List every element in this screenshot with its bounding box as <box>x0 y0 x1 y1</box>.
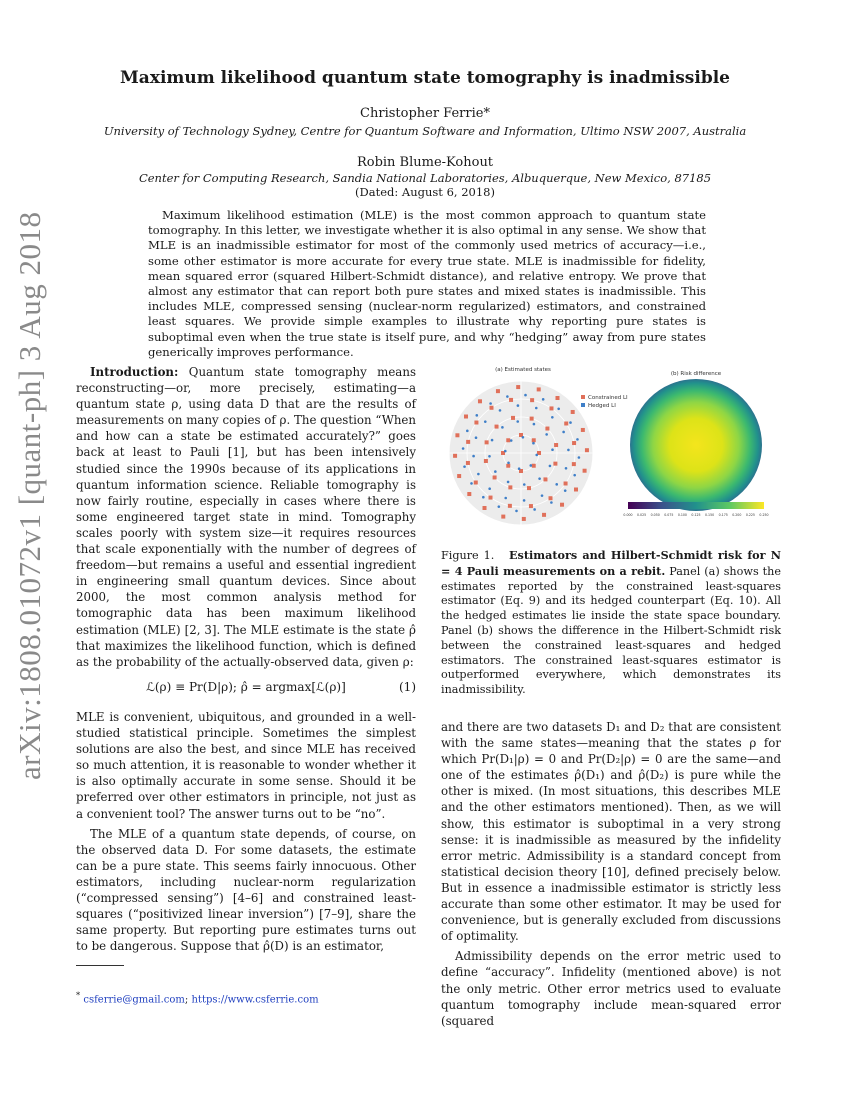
hedged-point <box>489 402 492 405</box>
hedged-point <box>567 449 570 452</box>
constrained-point <box>489 406 493 410</box>
constrained-point <box>496 389 500 393</box>
colorbar-tick-label: 0.125 <box>691 513 701 517</box>
legend-hedged-swatch <box>581 403 585 407</box>
hedged-point <box>578 456 581 459</box>
constrained-point <box>506 464 510 468</box>
colorbar <box>628 502 764 509</box>
abstract: Maximum likelihood estimation (MLE) is the most common approach to quantum state tomography. In this letter, we investigate whether it is also optimal in any sense. We show that MLE is an inadmissible estimator for most of the commonly used metrics of accuracy—i.e., some other estimator is more accurate for every true state. MLE is inadmissible for fidelity, mean squared error (squared Hilbert-Schmidt distance), and relative entropy. We prove that almost any estimator that can report both pure states and mixed states is inadmissible. This includes MLE, compressed sensing (nuclear-norm regularized) estimators, and constrained least squares. We provide simple examples to illustrate why reporting pure states is suboptimal even when the true state is itself pure, and why “hedging” away from pure states generically improves performance. <box>148 208 706 359</box>
hedged-point <box>498 505 501 508</box>
constrained-point <box>489 496 493 500</box>
constrained-point <box>532 464 536 468</box>
equation-body: ℒ(ρ) ≡ Pr(D|ρ); ρ̂ = argmax[ℒ(ρ)] <box>146 680 346 694</box>
hedged-point <box>488 487 491 490</box>
panel-b-title: (b) Risk difference <box>670 371 722 377</box>
author-1-affiliation: University of Technology Sydney, Centre for Quantum Software and Information, Ultimo NSW 2007, Australia <box>103 124 747 138</box>
constrained-point <box>516 385 520 389</box>
hedged-point <box>545 433 548 436</box>
hedged-point <box>504 450 507 453</box>
constrained-point <box>474 481 478 485</box>
constrained-point <box>466 440 470 444</box>
hedged-point <box>507 461 510 464</box>
constrained-point <box>549 406 553 410</box>
paper-title: Maximum likelihood quantum state tomography is inadmissible <box>119 68 730 88</box>
hedged-point <box>533 423 536 426</box>
legend-constrained-swatch <box>581 395 585 399</box>
hedged-point <box>533 508 536 511</box>
caption-label: Figure 1. <box>441 549 495 562</box>
colorbar-tick-label: 0.175 <box>718 513 728 517</box>
hedged-point <box>517 404 520 407</box>
hedged-point <box>532 442 535 445</box>
right-column <box>441 719 781 1029</box>
hedged-point <box>550 501 553 504</box>
hedged-point <box>551 448 554 451</box>
hedged-point <box>491 439 494 442</box>
right-paragraph-1: and there are two datasets D₁ and D₂ that are consistent with the same states—meaning that the states ρ for which Pr(D₁|ρ) = 0 and Pr(D₂|ρ) = 0 are the same—and one of the estimates ρ̂(D₁) and ρ̂(D₂) is pure while the other is mixed. (In most situations, this describes MLE and the other estimators mentioned). Then, as we will show, this estimator is suboptimal in a very strong sense: it is inadmissible as measured by the infidelity error metric. Admissibility is a standard concept from statistical decision theory [10], defined precisely below. But in essence a inadmissible estimator is strictly less accurate than some other estimator. It may be used for convenience, but is generally excluded from discussions of optimality. <box>441 720 781 944</box>
constrained-point <box>545 427 549 431</box>
constrained-point <box>501 515 505 519</box>
hedged-point <box>565 467 568 470</box>
constrained-point <box>493 475 497 479</box>
constrained-point <box>564 421 568 425</box>
hedged-point <box>482 496 485 499</box>
hedged-point <box>510 439 513 442</box>
hedged-point <box>475 436 478 439</box>
intro-heading: Introduction: <box>90 365 179 379</box>
hedged-point <box>535 407 538 410</box>
constrained-point <box>478 399 482 403</box>
panel-a-title: (a) Estimated states <box>495 367 551 373</box>
hedged-point <box>470 482 473 485</box>
constrained-point <box>455 433 459 437</box>
hedged-point <box>466 430 469 433</box>
hedged-point <box>562 431 565 434</box>
hedged-point <box>515 510 518 513</box>
constrained-point <box>553 462 557 466</box>
constrained-point <box>571 410 575 414</box>
legend-hedged-label: Hedged LI <box>588 403 616 409</box>
hedged-point <box>472 455 475 458</box>
risk-difference-heatmap <box>630 379 762 511</box>
hedged-point <box>516 420 519 423</box>
hedged-point <box>523 499 526 502</box>
hedged-point <box>569 421 572 424</box>
constrained-point <box>574 487 578 491</box>
constrained-point <box>572 441 576 445</box>
figure-caption <box>441 548 781 698</box>
colorbar-tick-label: 0.100 <box>677 513 687 517</box>
hedged-point <box>504 497 507 500</box>
equation-1 <box>76 680 416 694</box>
hedged-point <box>484 420 487 423</box>
colorbar-tick-label: 0.150 <box>705 513 715 517</box>
hedged-point <box>538 477 541 480</box>
colorbar-tick-label: 0.000 <box>623 513 633 517</box>
hedged-point <box>549 465 552 468</box>
constrained-point <box>508 504 512 508</box>
footnote-mark: * <box>76 990 81 1000</box>
hedged-point <box>529 464 532 467</box>
hedged-point <box>475 414 478 417</box>
hedged-point <box>541 494 544 497</box>
constrained-point <box>585 448 589 452</box>
hedged-point <box>573 474 576 477</box>
author-1-name: Christopher Ferrie* <box>360 106 490 121</box>
constrained-point <box>484 459 488 463</box>
intro-paragraph-1-text: Quantum state tomography means reconstructing—or, more precisely, estimating—a quantum state ρ, using data D that are the results of measurements on many copies of ρ. The question “When and how can a state be estimated accurately?” goes back at least to Pauli [1], but has been intensively studied since the 1990s because of its applications in quantum information science. Reliable tomography is now fairly routine, especially in cases where there is some engineered target state in mind. Tomography scales poorly with system size—it requires resources that scale exponentially with the number of degrees of freedom—but remains a useful and essential ingredient in engineering small quantum devices. Since about 2000, the most common analysis method for tomographic data has been maximum likelihood estimation (MLE) [2, 3]. The MLE estimate is the state ρ̂ that maximizes the likelihood function, which is defined as the probability of the actually-observed data, given ρ: <box>76 365 416 669</box>
hedged-point <box>522 436 525 439</box>
constrained-point <box>464 415 468 419</box>
constrained-point <box>511 416 515 420</box>
constrained-point <box>457 474 461 478</box>
constrained-point <box>549 496 553 500</box>
constrained-point <box>564 481 568 485</box>
hedged-point <box>524 394 527 397</box>
footnote: * csferrie@gmail.com; https://www.csferrie.com <box>76 990 319 1006</box>
colorbar-tick-label: 0.250 <box>759 513 769 517</box>
author-2-affiliation: Center for Computing Research, Sandia National Laboratories, Albuquerque, New Mexico, 87185 <box>138 171 712 185</box>
constrained-point <box>453 454 457 458</box>
hedged-point <box>542 398 545 401</box>
constrained-point <box>537 387 541 391</box>
polar-plot <box>449 381 593 525</box>
hedged-point <box>551 416 554 419</box>
constrained-point <box>530 417 534 421</box>
colorbar-tick-label: 0.225 <box>745 513 755 517</box>
footnote-rule <box>76 965 124 966</box>
intro-paragraph-2: MLE is convenient, ubiquitous, and grounded in a well-studied statistical principle. Sometimes the simplest solutions are also the best, and since MLE has received so much attention, it is reasonable to wonder whether it is also optimally accurate in some sense. Should it be preferred over other estimators in principle, not just as a convenient tool? The answer turns out to be “no”. <box>76 710 416 821</box>
intro-paragraph-3: The MLE of a quantum state depends, of course, on the observed data D. For some datasets, the estimate can be a pure state. This seems fairly innocuous. Other estimators, including nuclear-norm regularization (“compressed sensing”) [4–6] and constrained least-squares (“positivized linear inversion”) [7–9], share the same property. But reporting pure estimates turns out to be dangerous. Suppose that ρ̂(D) is an estimator, <box>76 826 416 954</box>
constrained-point <box>530 398 534 402</box>
constrained-point <box>506 438 510 442</box>
constrained-point <box>483 506 487 510</box>
hedged-point <box>499 409 502 412</box>
colorbar-tick-label: 0.025 <box>637 513 647 517</box>
hedged-point <box>557 407 560 410</box>
hedged-point <box>564 489 567 492</box>
legend-constrained-label: Constrained LI <box>588 395 628 401</box>
legend <box>581 395 628 409</box>
constrained-point <box>466 461 470 465</box>
constrained-point <box>485 440 489 444</box>
constrained-point <box>542 513 546 517</box>
right-paragraph-2: Admissibility depends on the error metric used to define “accuracy”. Infidelity (mentioned above) is not the only metric. Other error metrics used to evaluate quantum tomography include mean-squared error (squared <box>441 949 781 1028</box>
hedged-point <box>535 454 538 457</box>
hedged-point <box>488 455 491 458</box>
arxiv-identifier[interactable]: arXiv:1808.01072v1 [quant-ph] 3 Aug 2018 <box>12 211 47 780</box>
hedged-point <box>501 426 504 429</box>
constrained-point <box>555 396 559 400</box>
hedged-point <box>518 467 521 470</box>
colorbar-tick-label: 0.050 <box>650 513 660 517</box>
constrained-point <box>522 517 526 521</box>
colorbar-ticks <box>623 513 768 517</box>
hedged-point <box>555 483 558 486</box>
hedged-point <box>477 473 480 476</box>
constrained-point <box>554 443 558 447</box>
website-link[interactable]: https://www.csferrie.com <box>191 994 319 1006</box>
hedged-point <box>507 481 510 484</box>
constrained-point <box>532 438 536 442</box>
hedged-point <box>506 395 509 398</box>
constrained-point <box>572 462 576 466</box>
colorbar-tick-label: 0.075 <box>664 513 674 517</box>
constrained-point <box>508 485 512 489</box>
email-link[interactable]: csferrie@gmail.com <box>83 994 185 1006</box>
caption-title: Estimators and Hilbert-Schmidt risk for N = 4 Pauli measurements on a rebit. <box>441 548 782 578</box>
constrained-point <box>583 469 587 473</box>
constrained-point <box>527 486 531 490</box>
date-line: (Dated: August 6, 2018) <box>355 185 495 199</box>
figure-1-graphic <box>441 363 781 533</box>
constrained-point <box>509 398 513 402</box>
hedged-point <box>494 470 497 473</box>
hedged-point <box>576 438 579 441</box>
constrained-point <box>543 477 547 481</box>
colorbar-tick-label: 0.200 <box>732 513 742 517</box>
constrained-point <box>467 492 471 496</box>
hedged-point <box>462 447 465 450</box>
hedged-point <box>463 465 466 468</box>
left-column-lower <box>76 709 416 954</box>
constrained-point <box>581 428 585 432</box>
equation-number: (1) <box>399 680 416 694</box>
intro-paragraph-1 <box>76 364 416 670</box>
figure-1 <box>441 363 781 533</box>
author-2-name: Robin Blume-Kohout <box>356 155 494 170</box>
constrained-point <box>560 503 564 507</box>
constrained-point <box>474 421 478 425</box>
caption-text: Panel (a) shows the estimates reported by the constrained least-squares estimator (Eq. 9) and its hedged counterpart (Eq. 10). All the hedged estimates lie inside the state space boundary. Panel (b) shows the difference in the Hilbert-Schmidt risk between the constrained least-squares and hedged estimators. The constrained least-squares estimator is outperformed everywhere, which demonstrates its inadmissibility. <box>441 564 781 697</box>
constrained-point <box>495 425 499 429</box>
hedged-point <box>523 483 526 486</box>
constrained-point <box>529 504 533 508</box>
